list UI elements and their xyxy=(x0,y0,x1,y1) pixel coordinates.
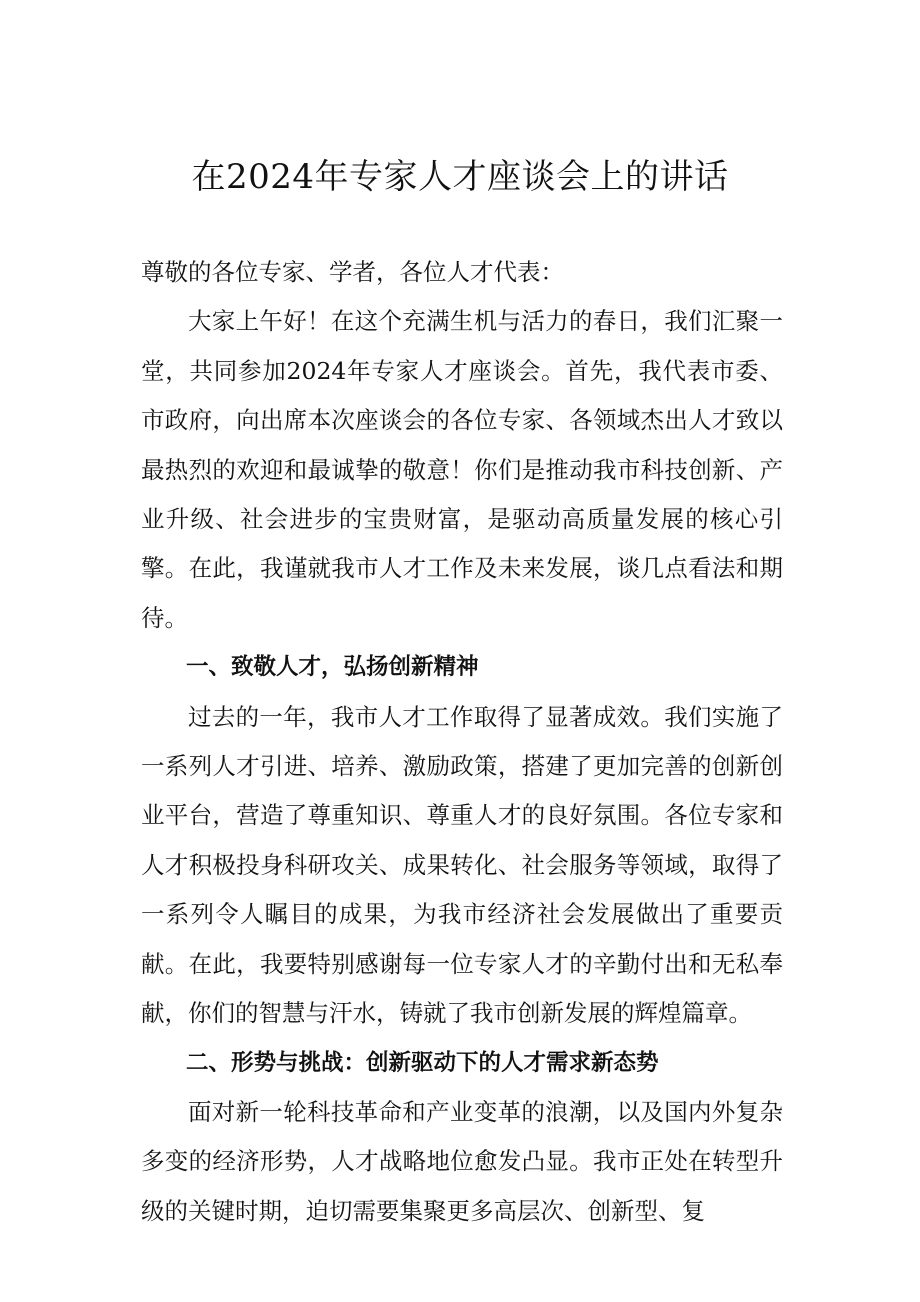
document-title: 在2024年专家人才座谈会上的讲话 xyxy=(191,157,729,197)
section-heading-1: 一、致敬人才，弘扬创新精神 xyxy=(186,654,479,681)
section-paragraph-1: 过去的一年，我市人才工作取得了显著成效。我们实施了一系列人才引进、培养、激励政策，搭建了更加完善的创新创业平台，营造了尊重知识、尊重人才的良好氛围。各位专家和人才积极投身科研攻关、成果转化、社会服务等领域，取得了一系列令人瞩目的成果，为我市经济社会发展做出了重要贡献。在此，我要特别感谢每一位专家人才的辛勤付出和无私奉献，你们的智慧与汗水，铸就了我市创新发展的辉煌篇章。 xyxy=(141,702,783,1028)
section-paragraph-2: 面对新一轮科技革命和产业变革的浪潮，以及国内外复杂多变的经济形势，人才战略地位愈发凸显。我市正处在转型升级的关键时期，迫切需要集聚更多高层次、创新型、复 xyxy=(141,1097,783,1225)
opening-paragraph: 大家上午好！在这个充满生机与活力的春日，我们汇聚一堂，共同参加2024年专家人才座谈会。首先，我代表市委、市政府，向出席本次座谈会的各位专家、各领域杰出人才致以最热烈的欢迎和最诚挚的敬意！你们是推动我市科技创新、产业升级、社会进步的宝贵财富，是驱动高质量发展的核心引擎。在此，我谨就我市人才工作及未来发展，谈几点看法和期待。 xyxy=(141,307,783,632)
section-heading-2: 二、形势与挑战：创新驱动下的人才需求新态势 xyxy=(186,1049,659,1076)
salutation: 尊敬的各位专家、学者，各位人才代表： xyxy=(141,258,564,286)
document-body xyxy=(141,248,783,1236)
